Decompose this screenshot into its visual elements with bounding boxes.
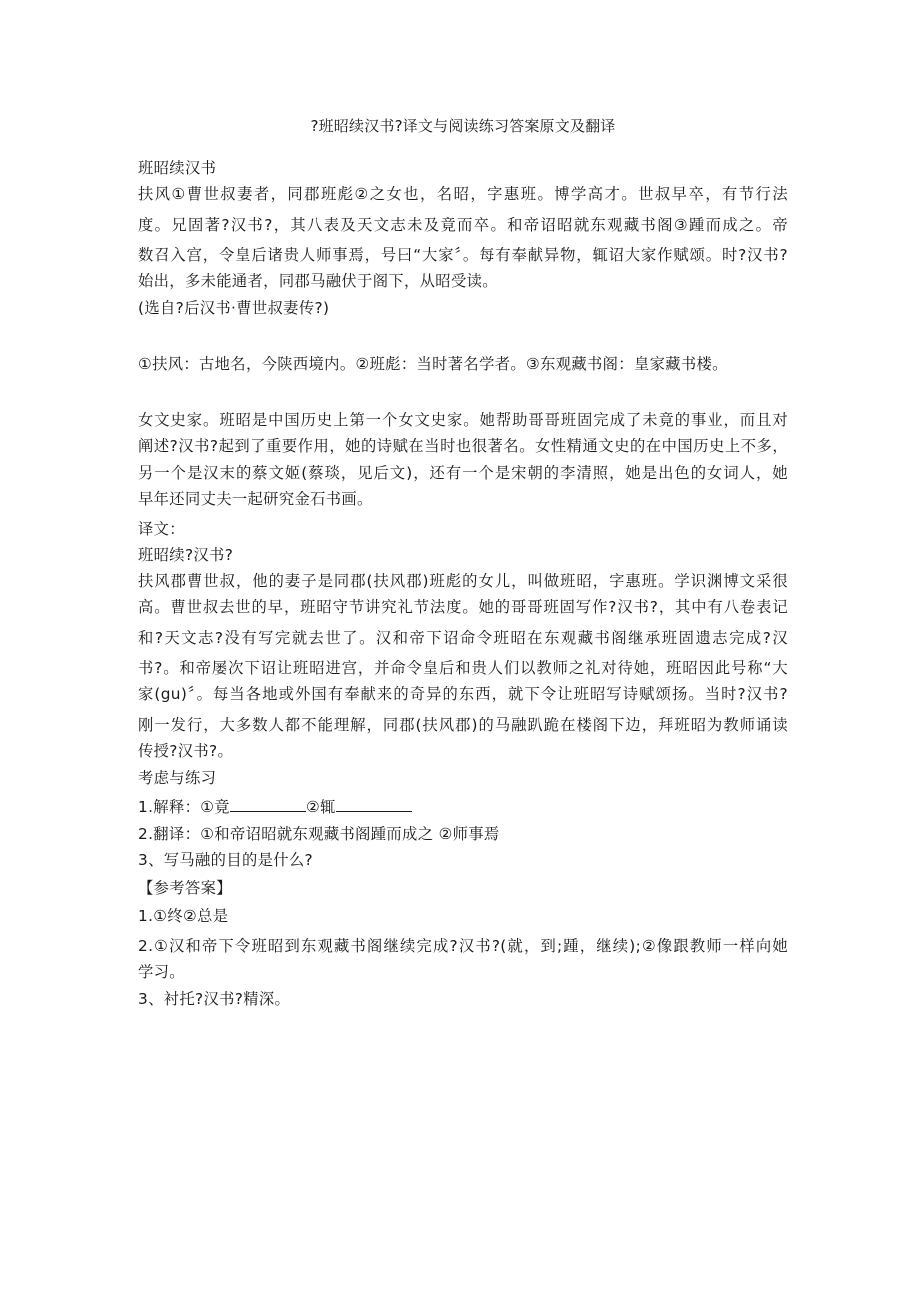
question-2: 2.翻译：①和帝诏昭就东观藏书阁踵而成之 ②师事焉: [138, 825, 500, 843]
translation-line: 高。曹世叔去世的早，班昭守节讲究礼节法度。她的哥哥班固写作?汉书?，其中有八卷表记: [138, 598, 788, 616]
question-3: 3、写马融的目的是什么?: [138, 851, 314, 869]
answer-3: 3、衬托?汉书?精深。: [138, 990, 291, 1008]
exercise-heading: 考虑与练习: [138, 769, 217, 787]
background-line: 阐述?汉书?起到了重要作用，她的诗赋在当时也很著名。女性精通文史的在中国历史上不多，: [138, 437, 788, 455]
translation-line: 书?。和帝屡次下诏让班昭进宫，并命令皇后和贵人们以教师之礼对待她，班昭因此号称“大: [138, 659, 788, 677]
background-line: 早年还同丈夫一起研究金石书画。: [138, 490, 373, 508]
translation-line: 和?天文志?没有写完就去世了。汉和帝下诏命令班昭在东观藏书阁继承班固遗志完成?汉: [138, 629, 788, 647]
source-note: (选自?后汉书·曹世叔妻传?): [138, 299, 330, 317]
question-1-middle: ②辄: [305, 798, 336, 816]
answer-blank[interactable]: [230, 797, 306, 812]
background-line: 女文史家。班昭是中国历史上第一个女文史家。她帮助哥哥班固完成了未竟的事业，而且对: [138, 411, 788, 429]
answer-2-line: 学习。: [138, 963, 185, 981]
original-line: 度。兄固著?汉书?，其八表及天文志未及竟而卒。和帝诏昭就东观藏书阁③踵而成之。帝: [138, 216, 788, 234]
answer-blank[interactable]: [336, 797, 412, 812]
question-1: [138, 797, 788, 817]
original-line: 始出，多未能通者，同郡马融伏于阁下，从昭受读。: [138, 272, 498, 290]
answer-2-line: 2.①汉和帝下令班昭到东观藏书阁继续完成?汉书?(就，到;踵，继续);②像跟教师一样向她: [138, 937, 788, 955]
answer-heading: 【参考答案】: [138, 879, 232, 897]
answer-1: 1.①终②总是: [138, 907, 229, 925]
translation-line: 传授?汉书?。: [138, 742, 234, 760]
translation-line: 家(gu)〞。每当各地或外国有奉献来的奇异的东西，就下令让班昭写诗赋颂扬。当时?汉书?: [138, 685, 788, 703]
original-line: 数召入宫，令皇后诸贵人师事焉，号曰“大家〞。每有奉献异物，辄诏大家作赋颂。时?汉书?: [138, 246, 788, 264]
original-line: 扶风①曹世叔妻者，同郡班彪②之女也，名昭，字惠班。博学高才。世叔早卒，有节行法: [138, 185, 788, 203]
document-title: ?班昭续汉书?译文与阅读练习答案原文及翻译: [310, 117, 616, 135]
annotations: ①扶风：古地名，今陕西境内。②班彪：当时著名学者。③东观藏书阁：皇家藏书楼。: [138, 355, 728, 373]
translation-line: 扶风郡曹世叔，他的妻子是同郡(扶风郡)班彪的女儿，叫做班昭，字惠班。学识渊博文采很: [138, 572, 788, 590]
translation-line: 刚一发行，大多数人都不能理解，同郡(扶风郡)的马融趴跪在楼阁下边，拜班昭为教师诵读: [138, 716, 788, 734]
translation-label: 译文：: [138, 520, 185, 538]
question-1-prefix: 1.解释：①竟: [138, 798, 230, 816]
translation-title: 班昭续?汉书?: [138, 546, 234, 564]
source-heading: 班昭续汉书: [138, 159, 217, 177]
background-line: 另一个是汉末的蔡文姬(蔡琰，见后文)，还有一个是宋朝的李清照，她是出色的女词人，她: [138, 464, 788, 482]
